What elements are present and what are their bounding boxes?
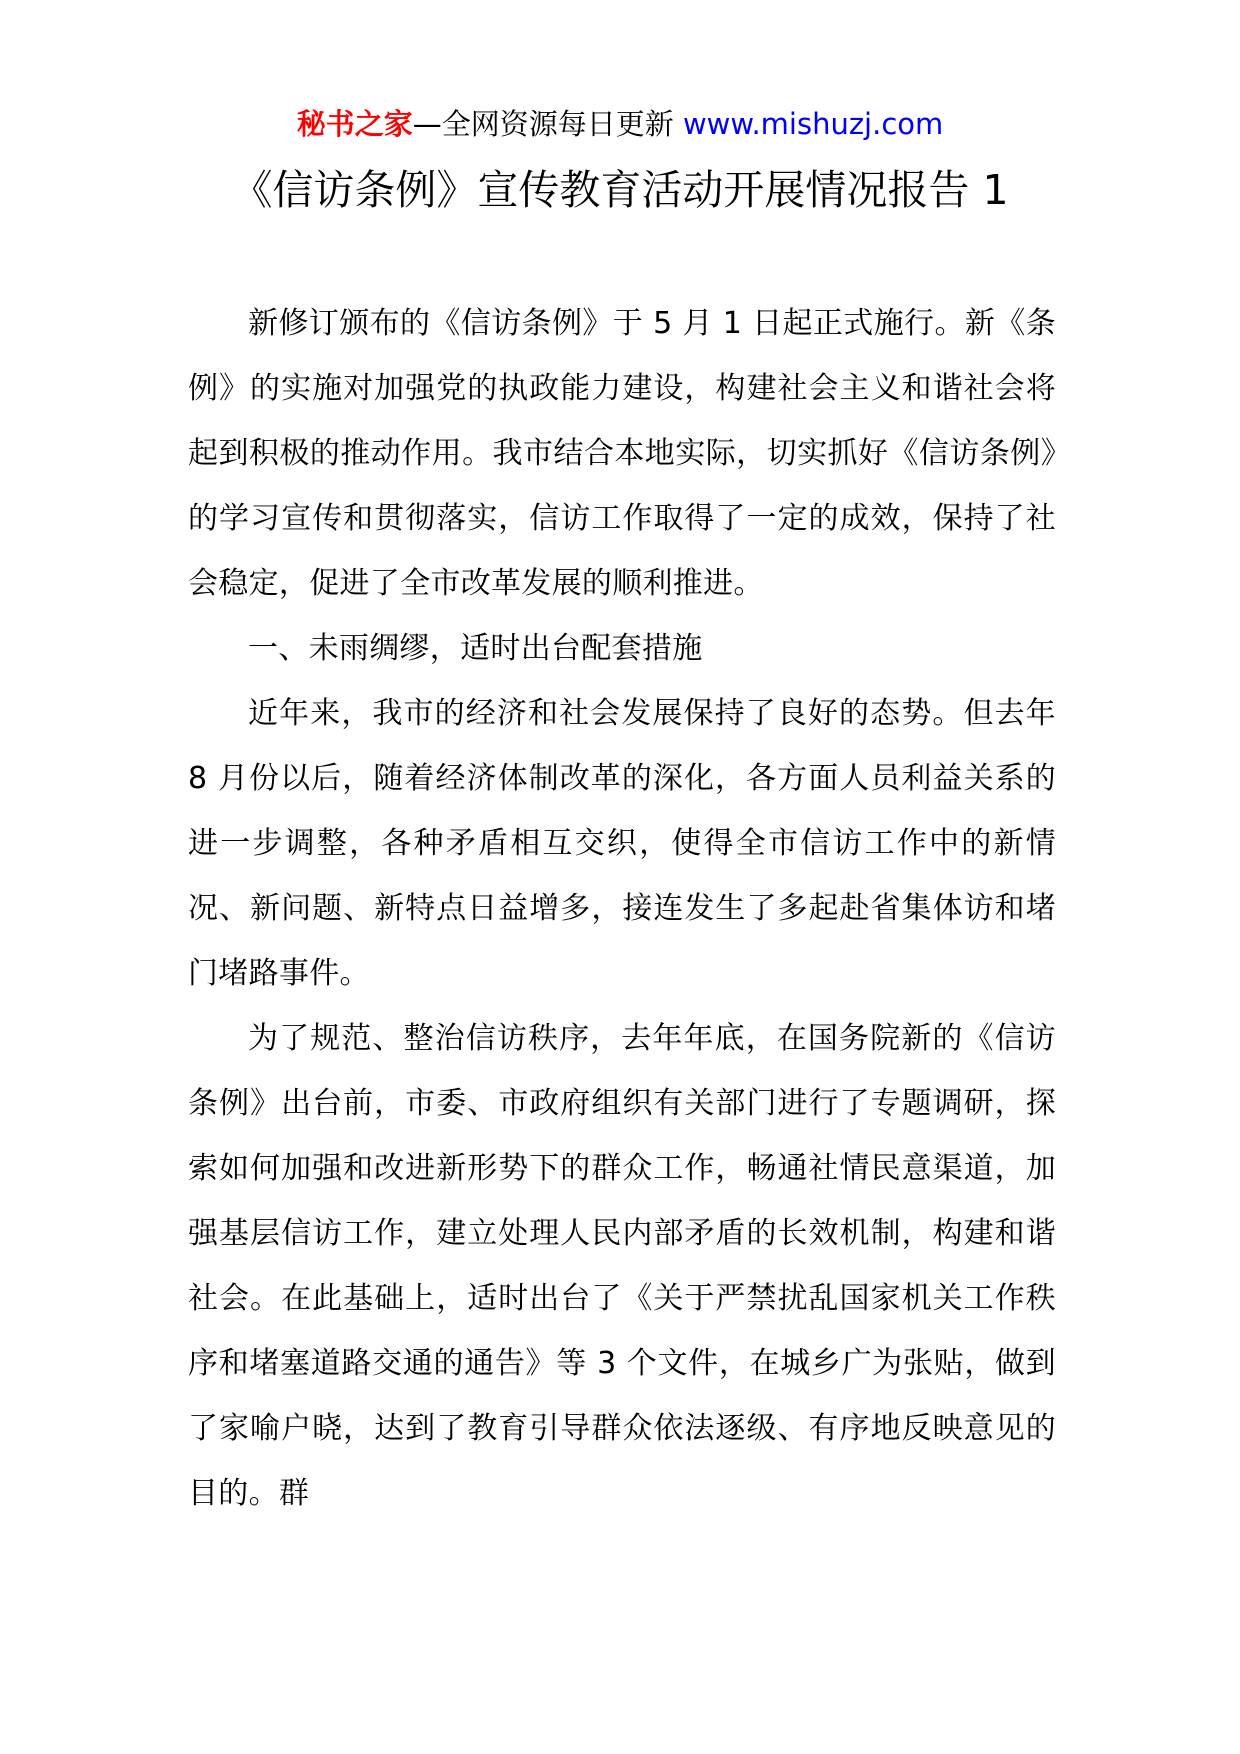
body-paragraph-3: 为了规范、整治信访秩序，去年年底，在国务院新的《信访条例》出台前，市委、市政府组织有关部门进行了专题调研，探索如何加强和改进新形势下的群众工作，畅通社情民意渠道，加强基层信访工作，建立处理人民内部矛盾的长效机制，构建和谐社会。在此基础上，适时出台了《关于严禁扰乱国家机关工作秩序和堵塞道路交通的通告》等 3 个文件，在城乡广为张贴，做到了家喻户晓，达到了教育引导群众依法逐级、有序地反映意见的目的。群 bbox=[188, 1021, 1056, 1511]
header-tagline: —全网资源每日更新 bbox=[412, 107, 683, 141]
document-title: 《信访条例》宣传教育活动开展情况报告 1 bbox=[231, 166, 1009, 214]
body-paragraph-2: 近年来，我市的经济和社会发展保持了良好的态势。但去年 8 月份以后，随着经济体制改革的深化，各方面人员利益关系的进一步调整，各种矛盾相互交织，使得全市信访工作中的新情况、新问题、新特点日益增多，接连发生了多起赴省集体访和堵门堵路事件。 bbox=[188, 696, 1056, 991]
site-header bbox=[0, 104, 1240, 144]
intro-paragraph: 新修订颁布的《信访条例》于 5 月 1 日起正式施行。新《条例》的实施对加强党的执政能力建设，构建社会主义和谐社会将起到积极的推动作用。我市结合本地实际，切实抓好《信访条例》的学习宣传和贯彻落实，信访工作取得了一定的成效，保持了社会稳定，促进了全市改革发展的顺利推进。 bbox=[188, 306, 1056, 601]
brand-name: 秘书之家 bbox=[296, 107, 413, 141]
site-url-link[interactable]: www.mishuzj.com bbox=[682, 107, 944, 141]
section-heading-1: 一、未雨绸缪，适时出台配套措施 bbox=[248, 631, 703, 666]
document-body bbox=[188, 291, 1056, 1526]
